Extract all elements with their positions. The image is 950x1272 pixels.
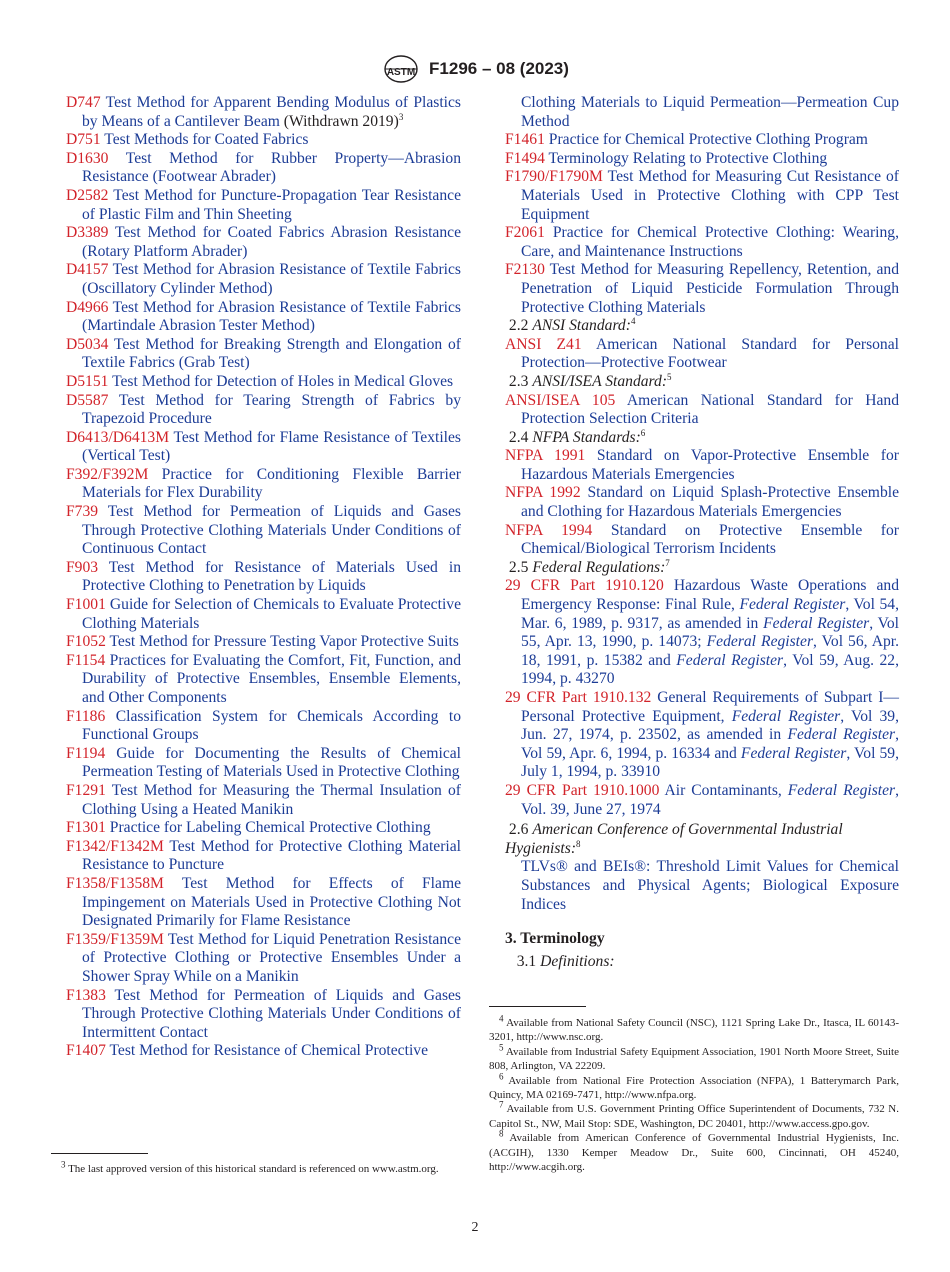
ref-code-link[interactable]: F1461	[505, 131, 545, 149]
page-number: 2	[471, 1220, 479, 1235]
ref-code-link[interactable]: D4157	[66, 261, 109, 279]
ref-title-link[interactable]: Practice for Chemical Protective Clothing Program	[548, 131, 868, 149]
ref-code-link[interactable]: D5034	[66, 335, 109, 353]
subsection-ansi-isea	[505, 373, 899, 392]
ref-f1407	[66, 1042, 461, 1061]
footnote-ref: 4	[630, 315, 636, 326]
ref-code-link[interactable]: F1001	[66, 596, 106, 614]
ref-code-link[interactable]: 29 CFR Part 1910.132	[505, 689, 652, 706]
ref-code-link[interactable]: NFPA 1992	[505, 484, 581, 502]
ref-title-link[interactable]: American National Standard for Hand Protection Selection Criteria	[521, 391, 900, 428]
ref-code-link[interactable]: F1494	[505, 149, 545, 167]
ref-code-link[interactable]: F1186	[66, 707, 106, 725]
subsection-label: ANSI Standard:	[532, 317, 631, 335]
footnote-ref: 8	[576, 838, 581, 849]
subsection-label: NFPA Standards:	[532, 428, 641, 446]
ref-code-link[interactable]: F2130	[505, 261, 545, 279]
ref-d5587	[66, 392, 461, 429]
footnote-4: $^4$ Available from National Safety Council (NSC), 1121 Spring Lake Dr., Itasca, IL 60143-3201, http://www.nsc.org.	[489, 1013, 899, 1044]
ref-code-link[interactable]: F1052	[66, 633, 106, 651]
ref-title-link[interactable]: Test Method for Puncture-Propagation Tear Resistance of Plastic Film and Thin Sheeting	[82, 186, 461, 223]
subsection-federal	[505, 559, 899, 578]
ref-f2061	[505, 224, 899, 261]
subsection-definitions	[505, 953, 899, 972]
ref-title-link[interactable]: Test Method for Coated Fabrics Abrasion Resistance (Rotary Platform Abrader)	[82, 224, 461, 260]
ref-code-link[interactable]: D4966	[66, 298, 109, 316]
document-designation: F1296 – 08 (2023)	[429, 59, 569, 78]
ref-code-link[interactable]: F1407	[66, 1042, 106, 1060]
ref-f392	[66, 466, 461, 503]
ref-title-link[interactable]: Test Method for Measuring Cut Resistance of Materials Used in Protective Clothing with CPP Test Equipment	[521, 168, 899, 223]
subsection-number: 2.3	[508, 372, 529, 390]
ref-f1383	[66, 987, 461, 1043]
ref-title-link[interactable]: Test Method for Detection of Holes in Medical Gloves	[112, 372, 454, 390]
ref-title-link[interactable]: Test Method for Tearing Strength of Fabrics by Trapezoid Procedure	[82, 391, 462, 428]
ref-d1630	[66, 150, 461, 187]
ref-nfpa-1994	[505, 522, 899, 559]
ref-title-link[interactable]: Test Method for Pressure Testing Vapor Protective Suits	[109, 633, 459, 651]
svg-text:ASTM: ASTM	[386, 67, 416, 78]
ref-title-link[interactable]: Guide for Documenting the Results of Chemical Permeation Testing of Materials Used in Protective Clothing	[82, 744, 462, 781]
ref-code-link[interactable]: D747	[66, 94, 101, 111]
ref-d6413	[66, 429, 461, 466]
ref-title-link[interactable]: Test Method for Permeation of Liquids and Gases Through Protective Clothing Materials Under Conditions of Continuous Contact	[82, 503, 461, 558]
subsection-label: Definitions:	[540, 952, 615, 970]
ref-title-link[interactable]: Test Method for Measuring the Thermal Insulation of Clothing Using a Heated Manikin	[82, 781, 461, 818]
ref-title-link[interactable]: Practice for Labeling Chemical Protective Clothing	[109, 819, 431, 837]
ref-code-link[interactable]: ANSI/ISEA 105	[505, 391, 616, 409]
subsection-label: ANSI/ISEA Standard:	[532, 372, 668, 390]
footnote-8: $^8$ Available from American Conference of Governmental Industrial Hygienists, Inc. (ACGIH), 1330 Kemper Meadow Dr., Suite 600, Cincinnati, OH 45240, http://www.acgih.org.	[489, 1128, 899, 1174]
ref-code-link[interactable]: F1301	[66, 819, 106, 837]
ref-title-link[interactable]: Terminology Relating to Protective Clothing	[548, 149, 828, 167]
subsection-ansi	[505, 317, 899, 336]
subsection-number: 3.1	[516, 952, 537, 970]
ref-title-link[interactable]: Test Methods for Coated Fabrics	[104, 131, 309, 149]
right-column	[505, 94, 899, 971]
ref-f1358	[66, 875, 461, 931]
ref-f1052	[66, 633, 461, 652]
ref-cfr-1910-120	[505, 577, 899, 689]
ref-cfr-1910-1000	[505, 782, 899, 819]
footnotes-left	[51, 1159, 461, 1176]
ref-f739	[66, 503, 461, 559]
subsection-acgih	[505, 821, 899, 858]
ref-title-link[interactable]: Test Method for Measuring Repellency, Retention, and Penetration of Liquid Pesticide Formulation Through Protective Clothing Materials	[521, 261, 899, 316]
footnote-ref: 7	[665, 557, 670, 568]
ref-title-link[interactable]: Test Method for Rubber Property—Abrasion Resistance (Footwear Abrader)	[82, 149, 461, 186]
astm-logo-icon	[381, 54, 421, 84]
ref-code-link[interactable]: F1358/F1358M	[66, 874, 164, 892]
ref-code-link[interactable]: F1342/F1342M	[66, 837, 164, 855]
ref-code-link[interactable]: ANSI Z41	[505, 335, 582, 353]
ref-code-link[interactable]: NFPA 1991	[505, 447, 586, 465]
ref-title-link[interactable]: Test Method for Resistance of Materials Used in Protective Clothing to Penetration by Liquids	[82, 558, 461, 595]
ref-code-link[interactable]: F1383	[66, 986, 106, 1004]
footnote-ref: 3	[398, 111, 404, 122]
ref-f1494	[505, 150, 899, 169]
ref-code-link[interactable]: F739	[66, 503, 99, 521]
ref-f1461	[505, 131, 899, 150]
ref-title-link[interactable]: Test Method for Resistance of Chemical Protective	[109, 1042, 428, 1060]
subsection-number: 2.2	[508, 317, 529, 335]
ref-title-link[interactable]: Test Method for Apparent Bending Modulus of Plastics by Means of a Cantilever Beam	[82, 94, 461, 130]
ref-f1301	[66, 819, 461, 838]
ref-title-link[interactable]: American National Standard for Personal Protection—Protective Footwear	[521, 335, 899, 372]
ref-code-link[interactable]: F392/F392M	[66, 465, 149, 483]
subsection-number: 2.4	[508, 428, 529, 446]
ref-title-link[interactable]: Hazardous Waste Operations and Emergency Response: Final Rule, Federal Register, Vol 54, Mar. 6, 1989, p. 9317, as amended in Federal Register, Vol 55, Apr. 13, 1990, p. 14073; Federal Register, Vol 56, Apr. 18, 1991, p. 15382 and Federal Register, Vol 59, Aug. 22, 1994, p. 43270	[521, 577, 900, 688]
footnote-6: $^6$ Available from National Fire Protection Association (NFPA), 1 Batterymarch Park, Quincy, MA 02169-7471, http://www.nfpa.org.	[489, 1070, 899, 1102]
ref-f1291	[66, 782, 461, 819]
ref-f1154	[66, 652, 461, 708]
ref-acgih-tlvs[interactable]: TLVs® and BEIs®: Threshold Limit Values for Chemical Substances and Physical Agents; Biological Exposure Indices	[521, 858, 899, 913]
ref-code-link[interactable]: NFPA 1994	[505, 521, 593, 539]
footnote-7: $^7$ Available from U.S. Government Printing Office Superintendent of Documents, 732 N. Capitol St., NW, Mail Stop: SDE, Washington, DC 20401, http://www.access.gpo.gov.	[489, 1099, 899, 1130]
ref-title-link[interactable]: Practice for Chemical Protective Clothing: Wearing, Care, and Maintenance Instructions	[521, 224, 899, 260]
ref-title-link[interactable]: Test Method for Protective Clothing Material Resistance to Puncture	[82, 837, 461, 874]
withdrawn-note: (Withdrawn 2019)	[279, 112, 399, 130]
ref-d4966	[66, 299, 461, 336]
ref-title-link[interactable]: Test Method for Liquid Penetration Resistance of Protective Clothing or Protective Ensembles Under a Shower Spray While on a Manikin	[82, 930, 461, 985]
footnote-5: $^5$ Available from Industrial Safety Equipment Association, 1901 North Moore Street, Suite 808, Arlington, VA 22209.	[489, 1042, 899, 1073]
page-header	[0, 54, 950, 84]
subsection-label: American Conference of Governmental Industrial Hygienists:	[505, 821, 843, 857]
ref-title-link[interactable]: Practice for Conditioning Flexible Barrier Materials for Flex Durability	[82, 465, 461, 502]
ref-title-link[interactable]: Standard on Protective Ensemble for Chemical/Biological Terrorism Incidents	[521, 521, 899, 558]
footnote-divider	[489, 1006, 586, 1007]
ref-title-link[interactable]: Test Method for Permeation of Liquids and Gases Through Protective Clothing Materials Under Conditions of Intermittent Contact	[82, 986, 461, 1041]
ref-nfpa-1991	[505, 447, 899, 484]
section-heading-terminology: 3. Terminology	[505, 930, 605, 948]
ref-f1359	[66, 931, 461, 987]
ref-code-link[interactable]: F1154	[66, 651, 106, 669]
ref-d5151	[66, 373, 461, 392]
ref-code-link[interactable]: F1194	[66, 744, 106, 762]
subsection-number: 2.5	[508, 558, 529, 576]
ref-f903	[66, 559, 461, 596]
ref-title-link[interactable]: Guide for Selection of Chemicals to Evaluate Protective Clothing Materials	[82, 596, 461, 632]
ref-code-link[interactable]: D5587	[66, 391, 109, 409]
subsection-label: Federal Regulations:	[532, 558, 666, 576]
ref-code-link[interactable]: F2061	[505, 224, 545, 242]
footnote-ref: 6	[640, 427, 646, 438]
ref-d751	[66, 131, 461, 150]
ref-title-link[interactable]: General Requirements of Subpart I—Personal Protective Equipment, Federal Register, Vol 39, Jun. 27, 1974, p. 23502, as amended in Federal Register, Vol 59, Apr. 6, 1994, p. 16334 and Federal Register, Vol 59, July 1, 1994, p. 33910	[521, 689, 900, 781]
ref-f1407-continued[interactable]: Clothing Materials to Liquid Permeation—Permeation Cup Method	[521, 94, 899, 130]
ref-title-link[interactable]: Test Method for Flame Resistance of Textiles (Vertical Test)	[82, 428, 461, 465]
ref-f1790	[505, 168, 899, 224]
ref-f1194	[66, 745, 461, 782]
subsection-number: 2.6	[508, 821, 529, 839]
ref-code-link[interactable]: F1790/F1790M	[505, 168, 603, 186]
left-column	[66, 94, 461, 1061]
ref-code-link[interactable]: F1291	[66, 781, 106, 799]
ref-d5034	[66, 336, 461, 373]
ref-code-link[interactable]: F1359/F1359M	[66, 930, 164, 948]
ref-title-link[interactable]: Standard on Liquid Splash-Protective Ensemble and Clothing for Hazardous Materials Emergencies	[521, 484, 899, 521]
ref-ansi-isea-105	[505, 392, 899, 429]
ref-title-link[interactable]: Practices for Evaluating the Comfort, Fit, Function, and Durability of Protective Ensembles, Ensemble Elements, and Other Components	[82, 651, 461, 706]
ref-title-link[interactable]: Test Method for Breaking Strength and Elongation of Textile Fabrics (Grab Test)	[82, 335, 461, 372]
ref-code-link[interactable]: F903	[66, 558, 99, 576]
ref-code-link[interactable]: 29 CFR Part 1910.120	[505, 577, 664, 595]
ref-f1186	[66, 708, 461, 745]
ref-nfpa-1992	[505, 484, 899, 521]
footnote-3: $^3$ The last approved version of this historical standard is referenced on www.astm.org.	[61, 1159, 439, 1175]
ref-code-link[interactable]: D6413/D6413M	[66, 428, 170, 446]
ref-f1001	[66, 596, 461, 633]
footnote-divider	[51, 1153, 148, 1154]
ref-title-link[interactable]: Test Method for Abrasion Resistance of Textile Fabrics (Martindale Abrasion Tester Method)	[82, 298, 461, 335]
ref-ansi-z41	[505, 336, 899, 373]
ref-code-link[interactable]: D1630	[66, 149, 109, 167]
ref-title-link[interactable]: Standard on Vapor-Protective Ensemble for Hazardous Materials Emergencies	[521, 447, 899, 483]
ref-d3389	[66, 224, 461, 261]
ref-title-link[interactable]: Classification System for Chemicals According to Functional Groups	[82, 707, 461, 744]
ref-d747	[66, 94, 461, 131]
ref-code-link[interactable]: D2582	[66, 186, 109, 204]
ref-f2130	[505, 261, 899, 317]
footnotes-right	[489, 1013, 899, 1174]
ref-cfr-1910-132	[505, 689, 899, 782]
footnote-ref: 5	[667, 371, 672, 382]
ref-f1342	[66, 838, 461, 875]
ref-title-link[interactable]: Test Method for Effects of Flame Impingement on Materials Used in Protective Clothing Not Designated Primarily for Flame Resistance	[82, 874, 461, 930]
ref-title-link[interactable]: Test Method for Abrasion Resistance of Textile Fabrics (Oscillatory Cylinder Method)	[82, 261, 461, 297]
ref-code-link[interactable]: 29 CFR Part 1910.1000	[505, 781, 660, 799]
ref-title-link[interactable]: Air Contaminants, Federal Register, Vol. 39, June 27, 1974	[521, 781, 899, 818]
ref-d4157	[66, 261, 461, 298]
ref-d2582	[66, 187, 461, 224]
ref-code-link[interactable]: D3389	[66, 224, 109, 242]
subsection-nfpa	[505, 429, 899, 448]
ref-code-link[interactable]: D751	[66, 131, 101, 149]
ref-code-link[interactable]: D5151	[66, 372, 109, 390]
